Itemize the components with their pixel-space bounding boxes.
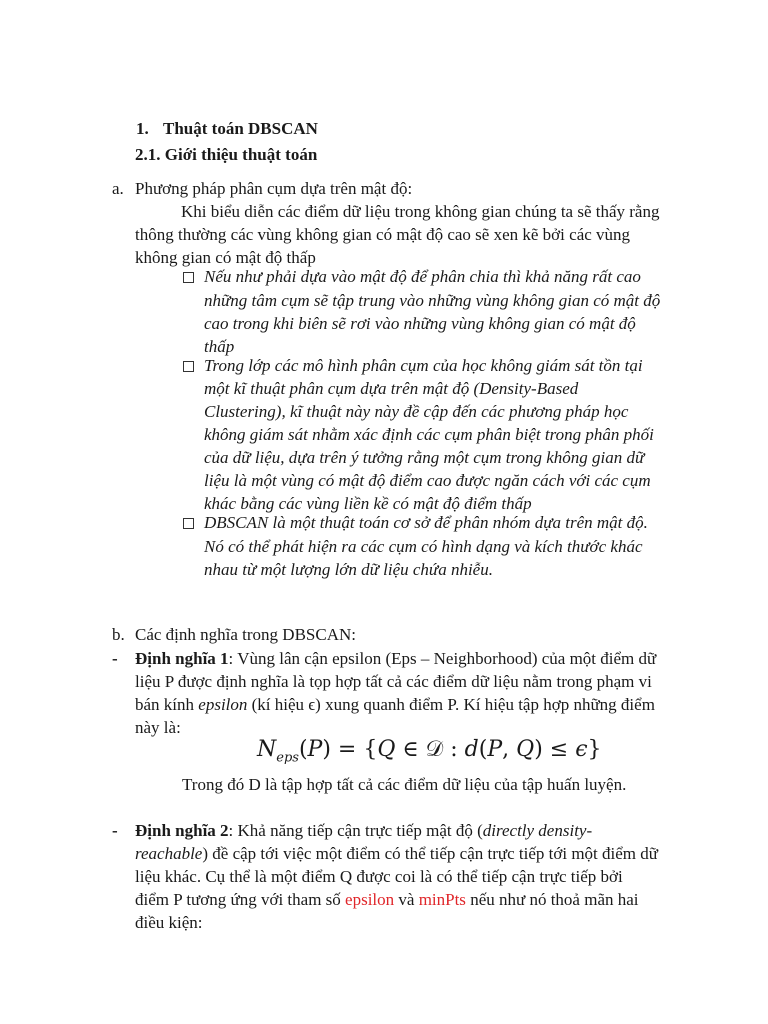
epsilon-param: epsilon	[345, 890, 395, 909]
minpts-param: minPts	[418, 890, 466, 909]
definition-1-title: Định nghĩa 1	[135, 649, 229, 668]
definition-1-line: liệu P được định nghĩa là tọp hợp tất cả các điểm dữ liệu nằm trong phạm vi	[135, 672, 652, 691]
definition-1-line: này là:	[135, 718, 181, 737]
bullet-box-icon	[183, 518, 194, 529]
intro-paragraph-line: Khi biểu diễn các điểm dữ liệu trong không gian chúng ta sẽ thấy rằng	[181, 202, 660, 221]
subsection-title: 2.1. Giới thiệu thuật toán	[135, 145, 318, 164]
definition-2-text: và	[394, 890, 419, 909]
bullet-line: Nó có thể phát hiện ra các cụm có hình dạng và kích thước khác	[204, 537, 643, 556]
bullet-line: nhau từ một lượng lớn dữ liệu chứa nhiễu.	[204, 560, 493, 579]
definition-1-text: (kí hiệu ϵ) xung quanh điểm P. Kí hiệu tập hợp những điểm	[247, 695, 655, 714]
definition-1-line	[135, 650, 656, 667]
bullet-line: cao trong khi biên sẽ rơi vào những vùng không gian có mật độ	[204, 314, 636, 333]
definition-2-text: điểm P tương ứng với tham số	[135, 890, 346, 909]
list-dash: -	[112, 649, 118, 668]
definition-2-text: nếu như nó thoả mãn hai	[465, 890, 639, 909]
bullet-line: những tâm cụm sẽ tập trung vào những vùng không gian có mật độ	[204, 291, 661, 310]
part-b-label: b.	[112, 625, 125, 644]
bullet-line: khác bằng các vùng liền kề có mật độ điểm thấp	[204, 494, 532, 513]
definition-2-italic: reachable	[135, 844, 203, 863]
bullet-line: không giám sát nhằm xác định các cụm phân biệt trong phân phối	[204, 425, 654, 444]
definition-2-title: Định nghĩa 2	[135, 821, 229, 840]
part-a-label: a.	[112, 179, 124, 198]
definition-2-line: liệu khác. Cụ thể là một điểm Q được coi là có thể tiếp cận trực tiếp bởi	[135, 867, 623, 886]
definition-1-text: bán kính	[135, 695, 199, 714]
neighborhood-formula: $N_{eps}(P) = \{Q$ ∈ 𝒟 : d(P, Q) ≤ ϵ}	[257, 737, 602, 766]
part-b-heading: Các định nghĩa trong DBSCAN:	[135, 625, 356, 644]
definition-2-text: ) đề cập tới việc một điểm có thể tiếp cận trực tiếp tới một điểm dữ	[202, 844, 658, 863]
definition-2-italic: directly density-	[482, 821, 593, 840]
bullet-line: của dữ liệu, dựa trên ý tưởng rằng một cụm trong không gian dữ	[204, 448, 645, 467]
intro-paragraph-line: thông thường các vùng không gian có mật độ cao sẽ xen kẽ bởi các vùng	[135, 225, 631, 244]
definition-1-line	[135, 696, 655, 713]
definition-2-text: : Khả năng tiếp cận trực tiếp mật độ (	[228, 821, 483, 840]
definition-2-line: điều kiện:	[135, 913, 203, 932]
bullet-line: liệu là một vùng có mật độ điểm cao được ngăn cách với các cụm	[204, 471, 651, 490]
bullet-line: DBSCAN là một thuật toán cơ sở để phân nhóm dựa trên mật độ.	[204, 513, 648, 532]
bullet-line: thấp	[204, 337, 235, 356]
intro-paragraph-line: không gian có mật độ thấp	[135, 248, 316, 267]
section-number: 1.	[136, 119, 149, 138]
definition-1-text: : Vùng lân cận epsilon (Eps – Neighborhood) của một điểm dữ	[228, 649, 657, 668]
section-title: Thuật toán DBSCAN	[163, 119, 318, 138]
part-a-heading: Phương pháp phân cụm dựa trên mật độ:	[135, 179, 413, 198]
definition-2-line	[135, 891, 639, 908]
bullet-line: Clustering), kĩ thuật này này đề cập đến các phương pháp học	[204, 402, 629, 421]
bullet-line: một kĩ thuật phân cụm dựa trên mật độ (Density-Based	[204, 379, 579, 398]
epsilon-term: epsilon	[198, 695, 248, 714]
list-dash: -	[112, 821, 118, 840]
formula-note: Trong đó D là tập hợp tất cả các điểm dữ liệu của tập huấn luyện.	[182, 775, 627, 794]
bullet-line: Nếu như phải dựa vào mật độ để phân chia thì khả năng rất cao	[204, 267, 641, 286]
bullet-line: Trong lớp các mô hình phân cụm của học không giám sát tồn tại	[204, 356, 643, 375]
definition-2-line	[135, 845, 658, 862]
definition-2-line	[135, 822, 592, 839]
bullet-box-icon	[183, 272, 194, 283]
bullet-box-icon	[183, 361, 194, 372]
